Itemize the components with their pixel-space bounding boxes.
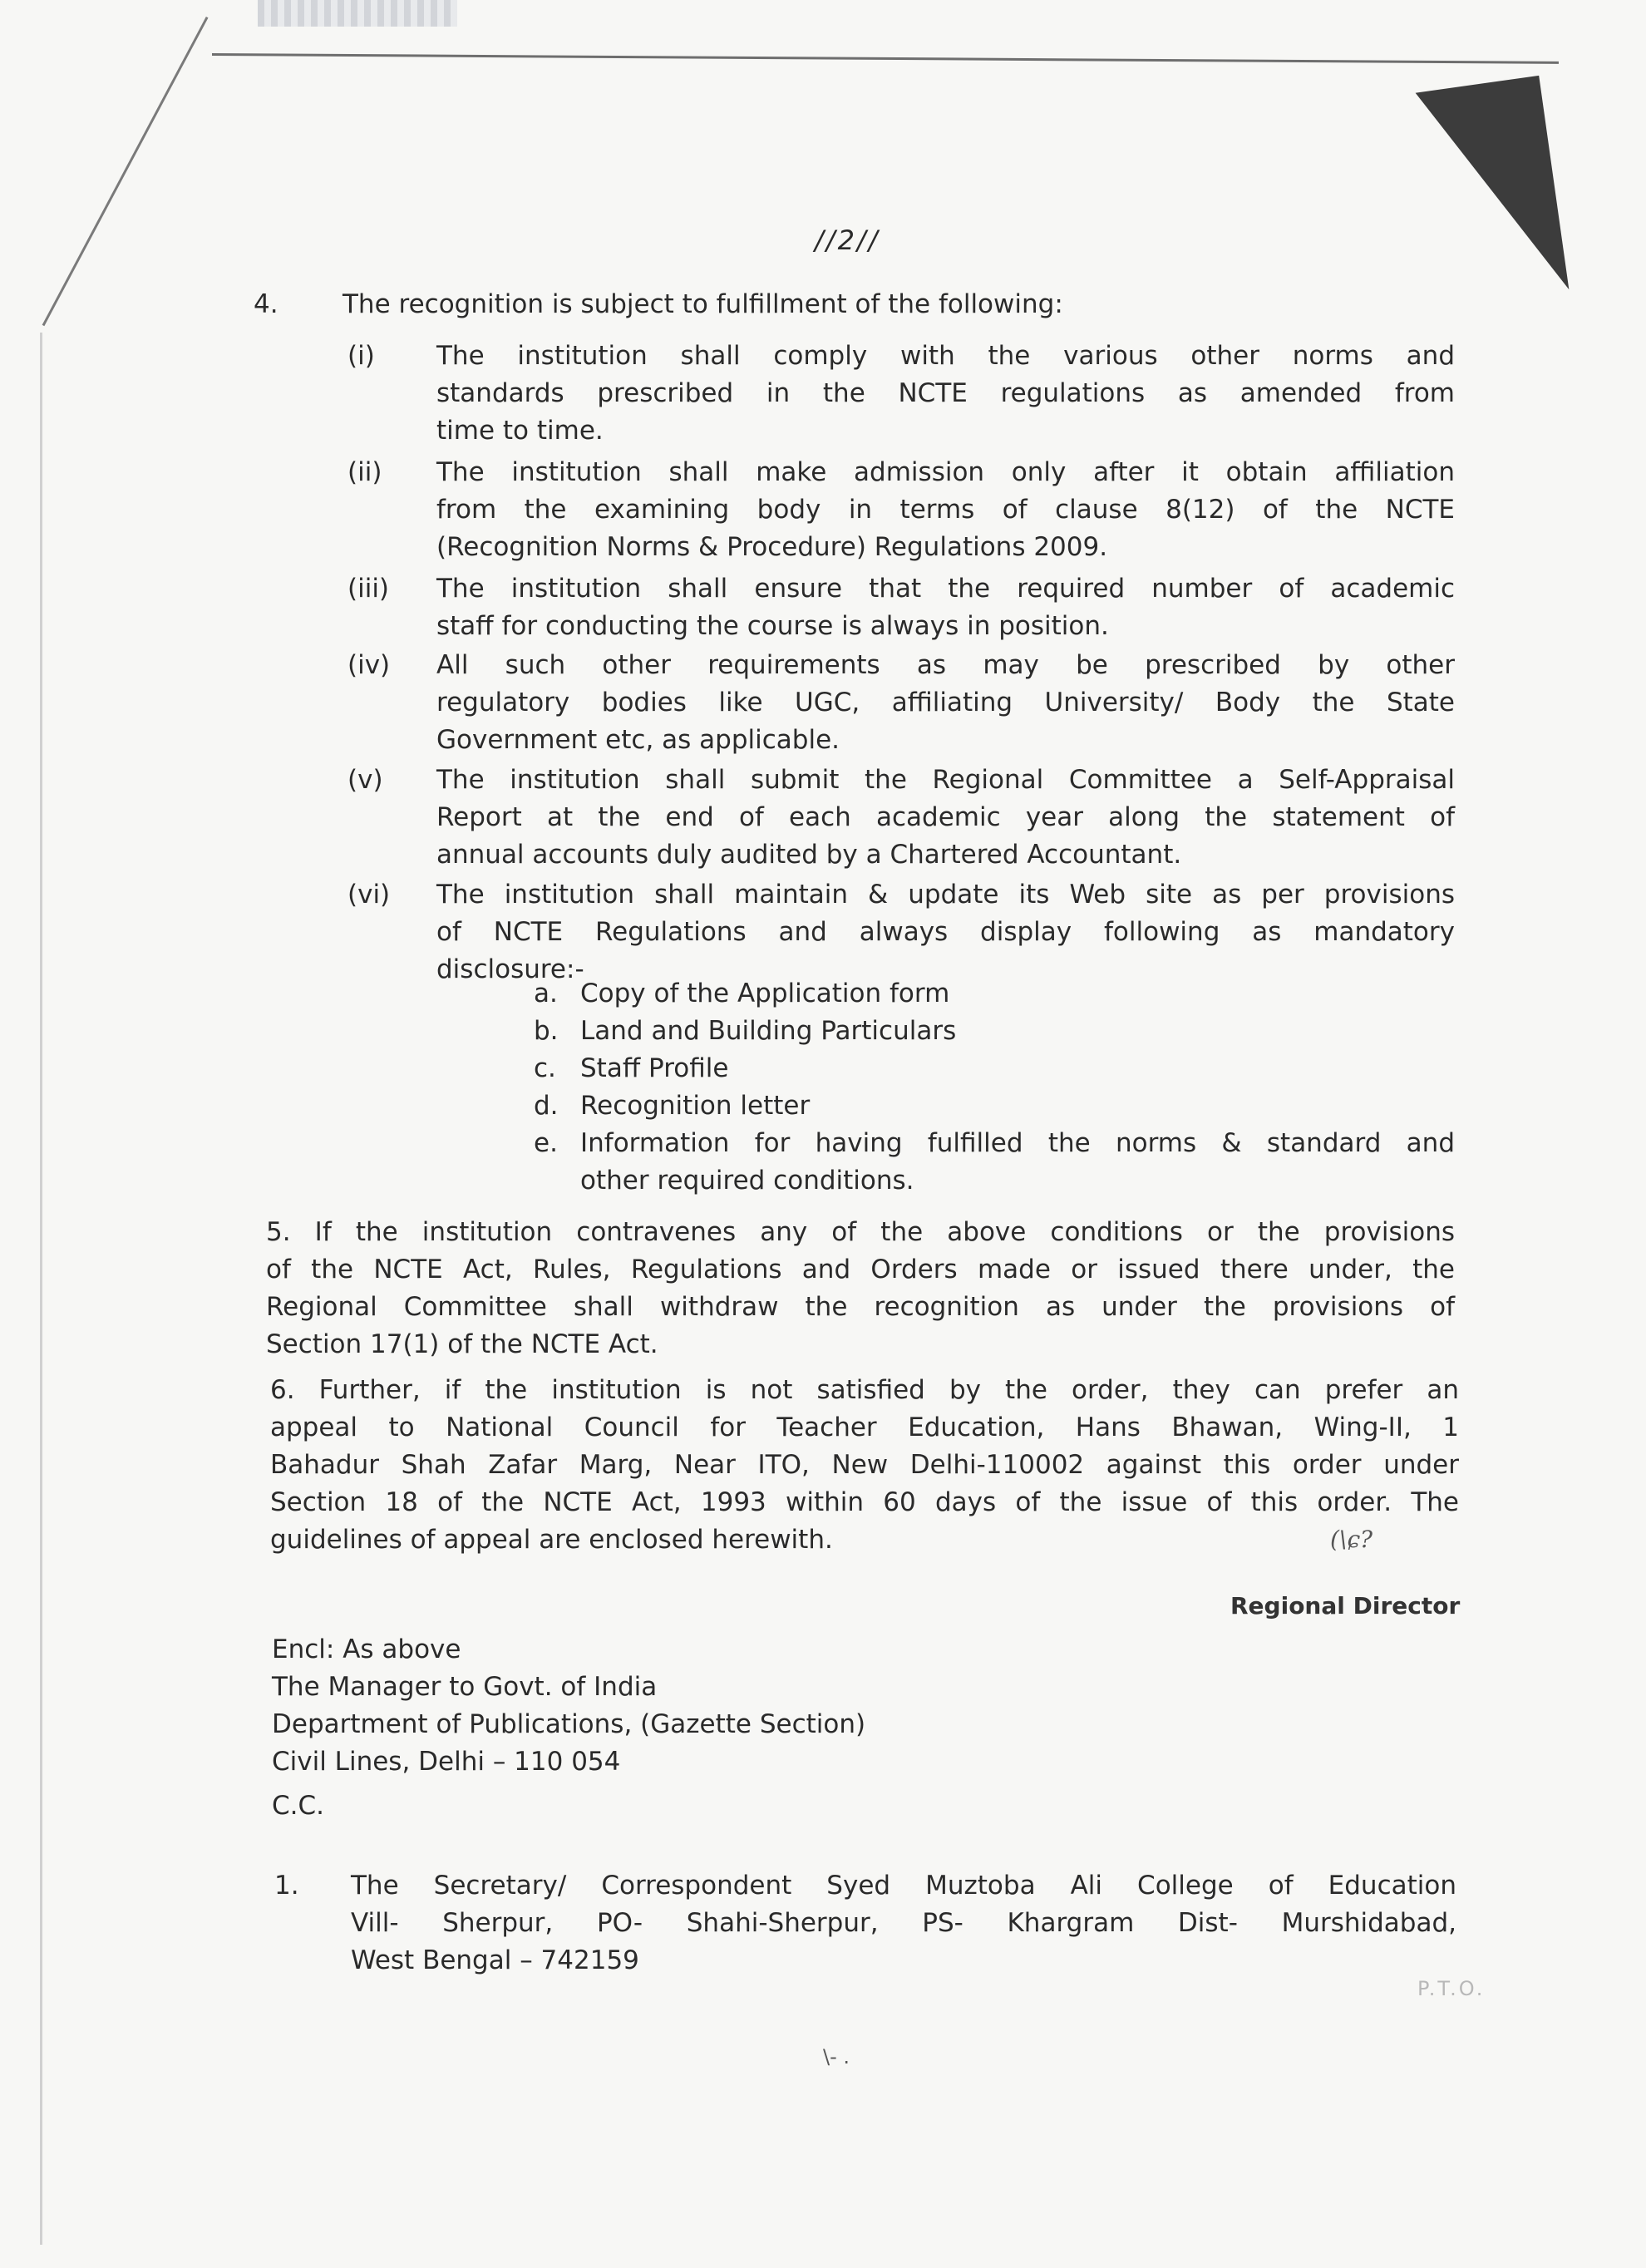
signatory-title: Regional Director <box>1230 1592 1461 1620</box>
subitem-text: staff for conducting the course is always in position. <box>436 611 1109 641</box>
subitem-text: The institution shall ensure that the required number of academic <box>436 574 1455 604</box>
cc-item-line: Vill- Sherpur, PO- Shahi-Sherpur, PS- Khargram Dist- Murshidabad, <box>351 1908 1456 1938</box>
subitem-text: The institution shall submit the Regional Committee a Self-Appraisal <box>436 765 1455 795</box>
subitem-text: All such other requirements as may be prescribed by other <box>436 650 1455 680</box>
subitem-number: (v) <box>347 765 383 795</box>
cc-item-line: West Bengal – 742159 <box>351 1945 639 1975</box>
disclosure-text: Information for having fulfilled the norms & standard and <box>580 1128 1455 1158</box>
disclosure-letter: e. <box>534 1128 558 1158</box>
subitem-text: annual accounts duly audited by a Chartered Accountant. <box>436 840 1182 870</box>
item-6-line: 6. Further, if the institution is not satisfied by the order, they can prefer an <box>270 1375 1459 1405</box>
subitem-text: disclosure:- <box>436 954 584 984</box>
disclosure-text: Land and Building Particulars <box>580 1016 957 1046</box>
enclosure-line: Encl: As above <box>272 1634 461 1664</box>
item-6-line: appeal to National Council for Teacher Education, Hans Bhawan, Wing-II, 1 <box>270 1413 1459 1442</box>
pto-marker: P.T.O. <box>1417 1977 1486 2000</box>
disclosure-letter: a. <box>534 979 558 1008</box>
subitem-number: (ii) <box>347 457 382 487</box>
disclosure-text: Copy of the Application form <box>580 979 950 1008</box>
item-5-line: 5. If the institution contravenes any of the above conditions or the provisions <box>266 1217 1455 1247</box>
item-4-number: 4. <box>254 289 278 319</box>
page-edge-top <box>212 53 1559 64</box>
disclosure-letter: c. <box>534 1053 556 1083</box>
item-5-line: Section 17(1) of the NCTE Act. <box>266 1329 658 1359</box>
subitem-number: (iv) <box>347 650 391 680</box>
subitem-number: (vi) <box>347 880 391 910</box>
folded-corner-shadow <box>1416 76 1570 307</box>
subitem-text: The institution shall comply with the various other norms and <box>436 341 1455 371</box>
subitem-text: Report at the end of each academic year along the statement of <box>436 802 1455 832</box>
subitem-text: regulatory bodies like UGC, affiliating University/ Body the State <box>436 688 1455 717</box>
disclosure-letter: b. <box>534 1016 559 1046</box>
item-4-lead: The recognition is subject to fulfillment of the following: <box>343 289 1063 319</box>
item-6-line: Bahadur Shah Zafar Marg, Near ITO, New Delhi-110002 against this order under <box>270 1450 1459 1480</box>
subitem-number: (i) <box>347 341 375 371</box>
enclosure-line: Civil Lines, Delhi – 110 054 <box>272 1747 621 1777</box>
subitem-text: The institution shall make admission only after it obtain affiliation <box>436 457 1455 487</box>
disclosure-text: Staff Profile <box>580 1053 729 1083</box>
disclosure-text: other required conditions. <box>580 1166 914 1196</box>
subitem-text: Government etc, as applicable. <box>436 725 840 755</box>
subitem-text: of NCTE Regulations and always display following as mandatory <box>436 917 1455 947</box>
disclosure-letter: d. <box>534 1091 559 1121</box>
subitem-text: standards prescribed in the NCTE regulations as amended from <box>436 378 1455 408</box>
subitem-text: (Recognition Norms & Procedure) Regulations 2009. <box>436 532 1108 562</box>
scan-artifact <box>258 0 457 27</box>
cc-item-line: The Secretary/ Correspondent Syed Muztoba Ali College of Education <box>351 1871 1456 1901</box>
subitem-text: from the examining body in terms of clause 8(12) of the NCTE <box>436 495 1455 525</box>
cc-label: C.C. <box>272 1791 324 1821</box>
enclosure-line: Department of Publications, (Gazette Section) <box>272 1709 866 1739</box>
page-number: //2// <box>815 224 880 256</box>
item-6-line: Section 18 of the NCTE Act, 1993 within 60 days of the issue of this order. The <box>270 1487 1459 1517</box>
footer-mark: \- . <box>823 2045 850 2068</box>
subitem-number: (iii) <box>347 574 390 604</box>
signature-scribble: (\ɕ? <box>1330 1526 1373 1553</box>
item-5-line: of the NCTE Act, Rules, Regulations and Orders made or issued there under, the <box>266 1255 1455 1284</box>
page-edge-left <box>40 333 42 2245</box>
item-5-line: Regional Committee shall withdraw the recognition as under the provisions of <box>266 1292 1455 1322</box>
item-6-line: guidelines of appeal are enclosed herewith. <box>270 1525 833 1555</box>
enclosure-line: The Manager to Govt. of India <box>272 1672 658 1702</box>
subitem-text: time to time. <box>436 416 604 446</box>
cc-item-number: 1. <box>274 1871 299 1901</box>
subitem-text: The institution shall maintain & update its Web site as per provisions <box>436 880 1455 910</box>
disclosure-text: Recognition letter <box>580 1091 811 1121</box>
page-edge-corner <box>42 17 209 326</box>
